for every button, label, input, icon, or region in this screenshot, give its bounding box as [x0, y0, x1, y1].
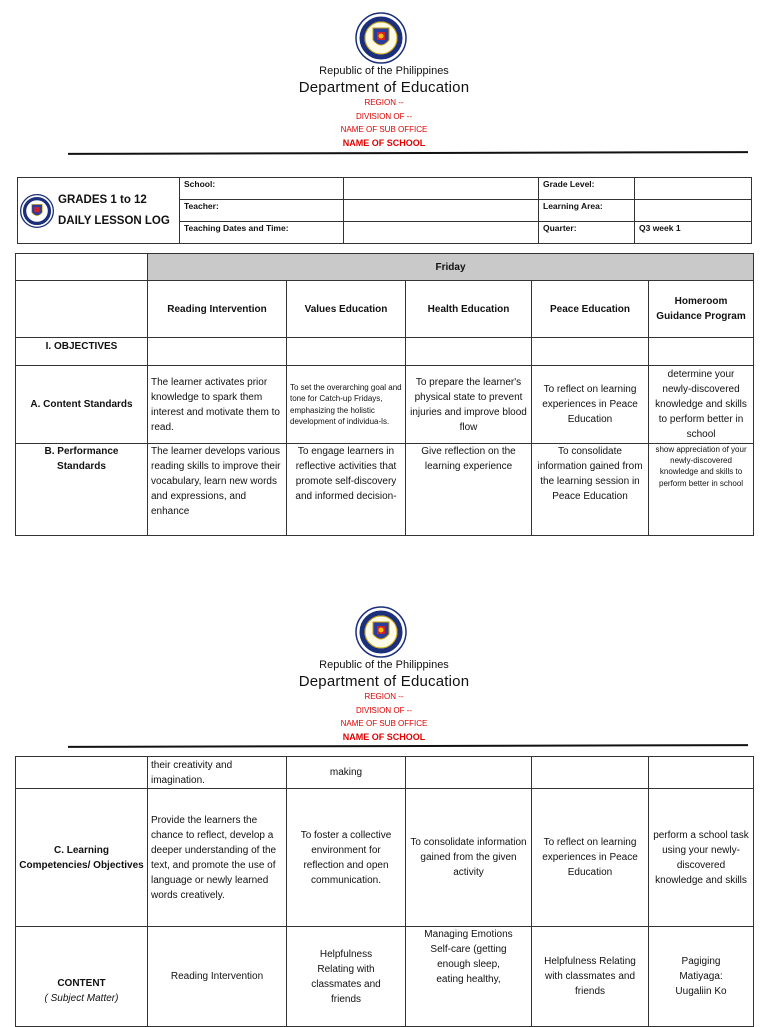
- content-standard-cell: determine your newly-discovered knowledge and skills to perform better in school: [649, 366, 754, 444]
- performance-standard-cell: show appreciation of your newly-discovered knowledge and skills to perform better in school: [649, 444, 754, 536]
- cell: [148, 338, 287, 366]
- grade-level-label: Grade Level:: [539, 178, 635, 200]
- column-header: Health Education: [406, 281, 532, 338]
- teacher-label: Teacher:: [180, 200, 344, 222]
- continuation-cell: making: [287, 757, 406, 789]
- column-header: Peace Education: [532, 281, 649, 338]
- school-label: School:: [180, 178, 344, 200]
- grade-level-field[interactable]: [635, 178, 752, 200]
- performance-standard-cell: Give reflection on the learning experience: [406, 444, 532, 536]
- learning-area-field[interactable]: [635, 200, 752, 222]
- teaching-dates-label: Teaching Dates and Time:: [180, 222, 344, 244]
- deped-seal-icon: [355, 12, 407, 64]
- competency-cell: Provide the learners the chance to reflect, develop a deeper understanding of the text, and promote the use of language or newly learned words creatively.: [148, 789, 287, 927]
- performance-standard-cell: To engage learners in reflective activities that promote self-discovery and informed decision-: [287, 444, 406, 536]
- content-cell: Helpfulness Relating with classmates and friends: [287, 927, 406, 1027]
- column-header: Reading Intervention: [148, 281, 287, 338]
- deped-small-seal-icon: [20, 194, 54, 228]
- content-cell: Pagiging Matiyaga: Uugaliin Ko: [649, 927, 754, 1027]
- dll-title-line2: DAILY LESSON LOG: [58, 214, 170, 227]
- content-sublabel: ( Subject Matter): [44, 992, 119, 1004]
- header-divider: [68, 744, 748, 748]
- quarter-field[interactable]: Q3 week 1: [635, 222, 752, 244]
- cell: [406, 338, 532, 366]
- content-standard-cell: The learner activates prior knowledge to spark them interest and motivate them to read.: [148, 366, 287, 444]
- cell: [649, 338, 754, 366]
- content-standard-cell: To prepare the learner's physical state to prevent injuries and improve blood flow: [406, 366, 532, 444]
- content-label-cell: [16, 927, 148, 1027]
- cell: [406, 757, 532, 789]
- school-name-text: NAME OF SCHOOL: [342, 732, 426, 742]
- school-field[interactable]: [344, 178, 539, 200]
- quarter-label: Quarter:: [539, 222, 635, 244]
- division-text: DIVISION OF --: [356, 706, 412, 715]
- republic-text: Republic of the Philippines: [319, 65, 449, 77]
- cell: [649, 757, 754, 789]
- content-cell: Reading Intervention: [148, 927, 287, 1027]
- learning-competencies-label: C. Learning Competencies/ Objectives: [16, 789, 148, 927]
- competency-cell: To reflect on learning experiences in Peace Education: [532, 789, 649, 927]
- content-standard-cell: To reflect on learning experiences in Peace Education: [532, 366, 649, 444]
- performance-standard-cell: To consolidate information gained from the learning session in Peace Education: [532, 444, 649, 536]
- lesson-table: [15, 253, 754, 536]
- teaching-dates-field[interactable]: [344, 222, 539, 244]
- sub-office-text: NAME OF SUB OFFICE: [340, 719, 428, 728]
- blank-cell: [16, 757, 148, 789]
- region-text: REGION --: [364, 98, 404, 107]
- content-cell: Managing Emotions Self-care (getting enough sleep, eating healthy,: [406, 927, 532, 1027]
- content-cell: Helpfulness Relating with classmates and friends: [532, 927, 649, 1027]
- day-header: Friday: [148, 254, 754, 281]
- deped-seal-icon: [355, 606, 407, 658]
- page-2: [0, 594, 768, 1024]
- blank-cell: [16, 281, 148, 338]
- sub-office-text: NAME OF SUB OFFICE: [340, 125, 428, 134]
- division-text: DIVISION OF --: [356, 112, 412, 121]
- content-standards-label: A. Content Standards: [16, 366, 148, 444]
- department-title: Department of Education: [298, 79, 470, 96]
- republic-text: Republic of the Philippines: [319, 659, 449, 671]
- dll-title-cell: [18, 178, 180, 244]
- column-header: Values Education: [287, 281, 406, 338]
- performance-standards-label: B. Performance Standards: [16, 444, 148, 536]
- cell: [532, 757, 649, 789]
- department-title: Department of Education: [298, 673, 470, 690]
- school-name-text: NAME OF SCHOOL: [342, 138, 426, 148]
- cell: [532, 338, 649, 366]
- blank-corner-cell: [16, 254, 148, 281]
- competency-cell: To foster a collective environment for reflection and open communication.: [287, 789, 406, 927]
- header-divider: [68, 151, 748, 155]
- info-table: [17, 177, 752, 244]
- content-label: CONTENT: [57, 977, 106, 989]
- column-header: Homeroom Guidance Program: [649, 281, 754, 338]
- performance-standard-cell: The learner develops various reading skills to improve their vocabulary, learn new words and expressions, and enhance: [148, 444, 287, 536]
- competency-cell: To consolidate information gained from the given activity: [406, 789, 532, 927]
- competency-cell: perform a school task using your newly-discovered knowledge and skills: [649, 789, 754, 927]
- dll-title-line1: GRADES 1 to 12: [58, 193, 147, 206]
- teacher-field[interactable]: [344, 200, 539, 222]
- cell: [287, 338, 406, 366]
- region-text: REGION --: [364, 692, 404, 701]
- objectives-label: I. OBJECTIVES: [16, 338, 148, 366]
- continuation-cell: their creativity and imagination.: [148, 757, 287, 789]
- content-standard-cell: To set the overarching goal and tone for Catch-up Fridays, emphasizing the holistic development of individua-ls.: [287, 366, 406, 444]
- lesson-table-continued: [15, 756, 754, 1027]
- learning-area-label: Learning Area:: [539, 200, 635, 222]
